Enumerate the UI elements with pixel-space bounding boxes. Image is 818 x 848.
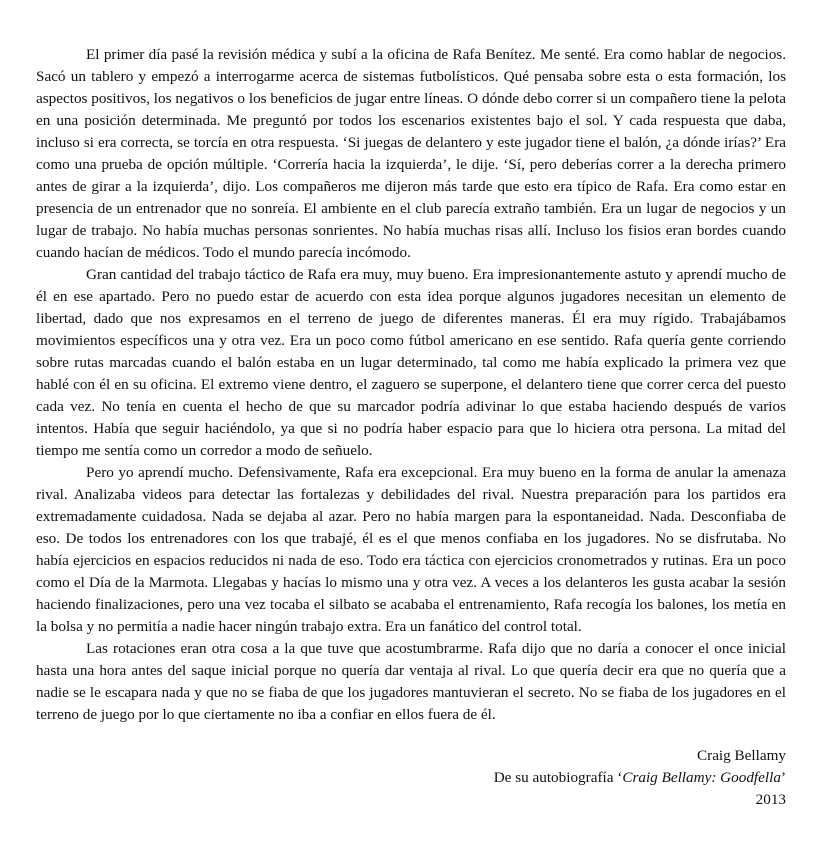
paragraph-1: El primer día pasé la revisión médica y subí a la oficina de Rafa Benítez. Me senté. Era como hablar de negocios. Sacó un tablero y empezó a interrogarme acerca de sistemas futbolísticos. Qué pensaba sobre esta o esta formación, los aspectos positivos, los negativos o los beneficios de jugar entre líneas. O dónde debo correr si un compañero tiene la pelota en una posición determinada. Me preguntó por todos los escenarios existentes bajo el sol. Y cada respuesta que daba, incluso si era correcta, se torcía en otra respuesta. ‘Si juegas de delantero y este jugador tiene el balón, ¿a dónde irías?’ Era como una prueba de opción múltiple. ‘Correría hacia la izquierda’, le dije. ‘Sí, pero deberías correr a la derecha primero antes de girar a la izquierda’, dijo. Los compañeros me dijeron más tarde que esto era típico de Rafa. Era como estar en presencia de un entrenador que no sonreía. El ambiente en el club parecía extraño también. Era un lugar de negocios y un lugar de trabajo. No había muchas personas sonrientes. No había muchas risas allí. Incluso los fisios eran bordes cuando cuando hacían de médicos. Todo el mundo parecía incómodo. bbox=[36, 46, 786, 261]
source-prefix: De su autobiografía ‘ bbox=[493, 769, 623, 786]
paragraph-4: Las rotaciones eran otra cosa a la que tuve que acostumbrarme. Rafa dijo que no daría a conocer el once inicial hasta una hora antes del saque inicial porque no quería dar ventaja al rival. Lo que quería decir era que no quería que a nadie se le escapara nada y que no se fiaba de que los jugadores mantuvieran el secreto. No se fiaba de los jugadores en el terreno de juego por lo que ciertamente no iba a confiar en ellos fuera de él. bbox=[36, 640, 786, 723]
book-title: Craig Bellamy: Goodfella bbox=[622, 769, 781, 786]
source-suffix: ’ bbox=[780, 769, 786, 786]
paragraph-3: Pero yo aprendí mucho. Defensivamente, Rafa era excepcional. Era muy bueno en la forma de anular la amenaza rival. Analizaba videos para detectar las fortalezas y debilidades del rival. Nuestra preparación para los partidos era extremadamente cuidadosa. Nada se dejaba al azar. Pero no había margen para la espontaneidad. Nada. Desconfiaba de eso. De todos los entrenadores con los que trabajé, él es el que menos confiaba en los jugadores. No se disfrutaba. No había ejercicios en espacios reducidos ni nada de eso. Todo era táctica con ejercicios cronometrados y rutinas. Era un poco como el Día de la Marmota. Llegabas y hacías lo mismo una y otra vez. A veces a los delanteros les gusta acabar la sesión haciendo finalizaciones, pero una vez tocaba el silbato se acababa el entrenamiento, Rafa recogía los balones, los metía en la bolsa y no permitía a nadie hacer ningún trabajo extra. Era un fanático del control total. bbox=[36, 464, 786, 635]
publication-year: 2013 bbox=[755, 791, 786, 808]
source-line bbox=[494, 767, 786, 789]
author-name: Craig Bellamy bbox=[697, 747, 786, 764]
attribution bbox=[494, 745, 786, 811]
paragraph-2: Gran cantidad del trabajo táctico de Rafa era muy, muy bueno. Era impresionantemente astuto y aprendí mucho de él en ese apartado. Pero no puedo estar de acuerdo con esta idea porque algunos jugadores necesitan un elemento de libertad, dado que nos expresamos en el terreno de juego de diferentes maneras. Él era muy rígido. Trabajábamos movimientos específicos una y otra vez. Era un poco como fútbol americano en ese sentido. Rafa quería gente corriendo sobre rutas marcadas cuando el balón estaba en un lugar determinado, tal como me había explicado la primera vez que hablé con él en su oficina. El extremo viene dentro, el zaguero se superpone, el delantero tiene que correr cerca del puesto cada vez. No tenía en cuenta el hecho de que su marcador podría adivinar lo que estaba haciendo después de varios intentos. Había que seguir haciéndolo, ya que si no podría haber espacio para que lo hiciera otra persona. La mitad del tiempo me sentía como un corredor a modo de señuelo. bbox=[36, 266, 786, 459]
